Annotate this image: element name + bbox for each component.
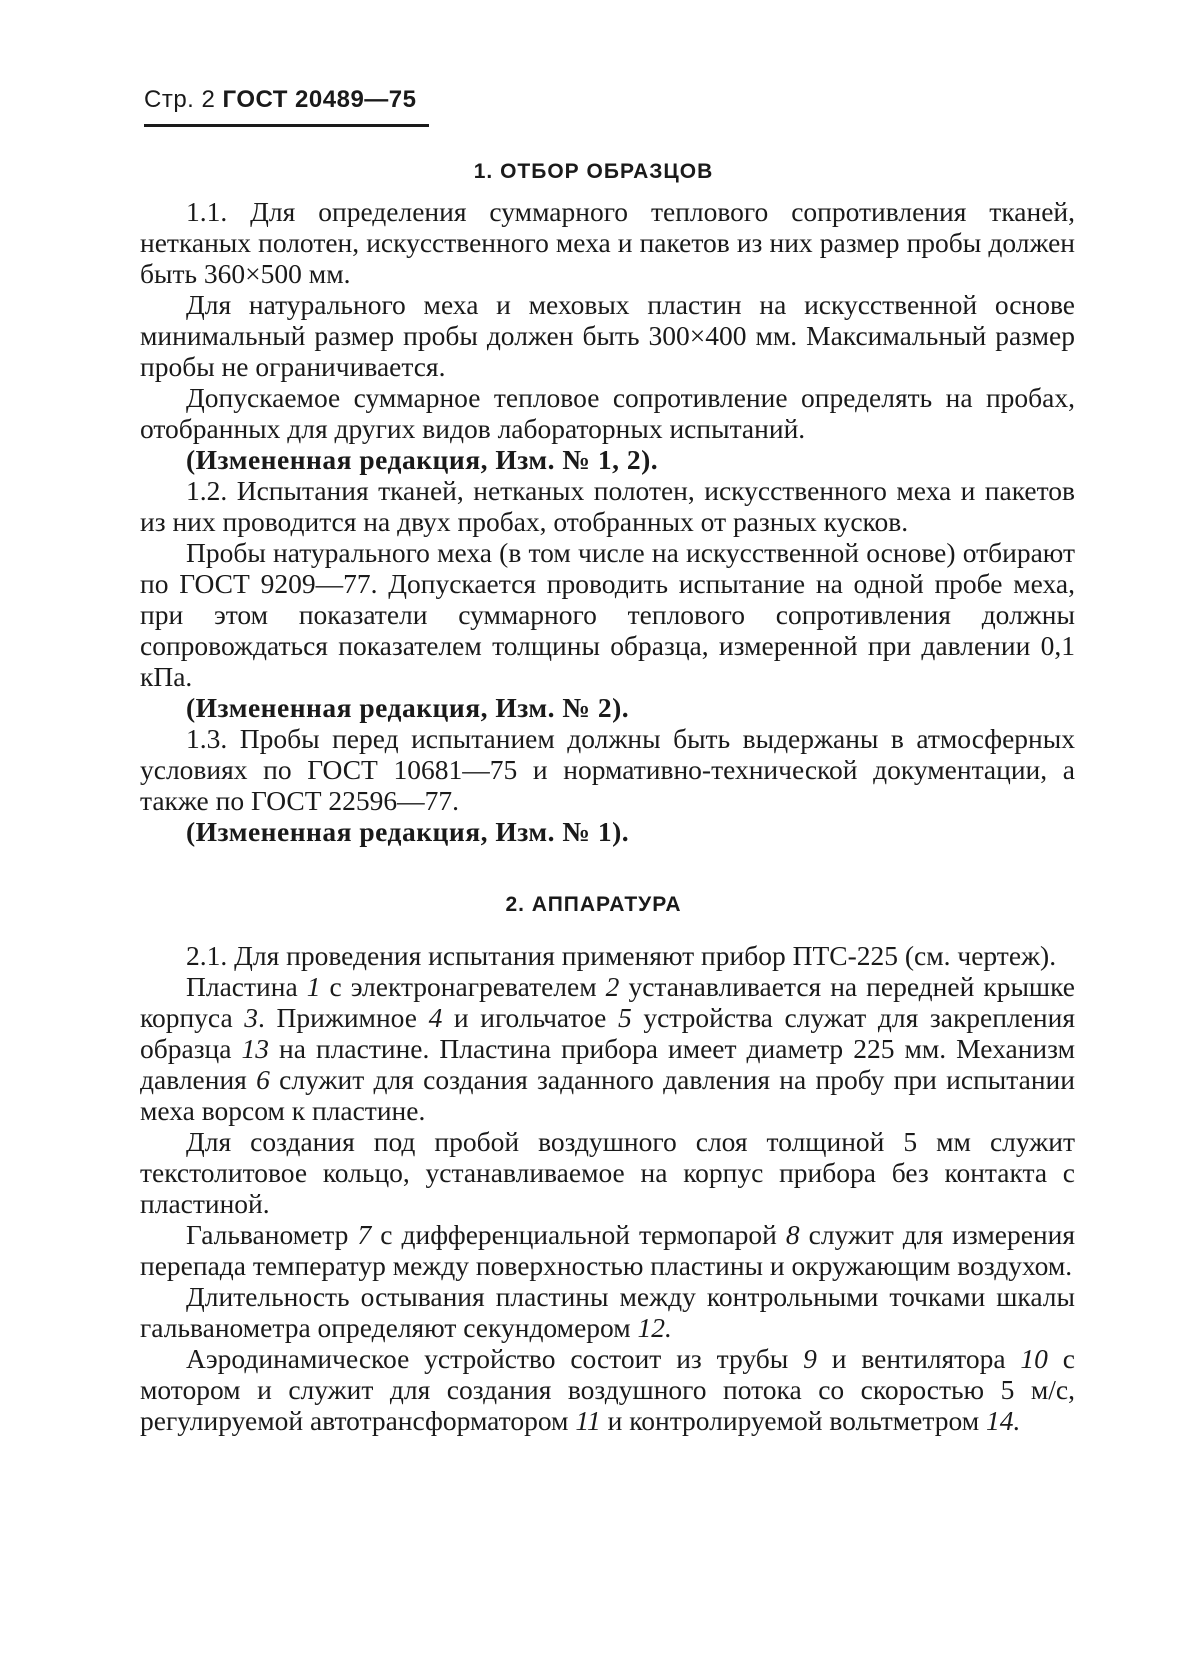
paragraph-1-2: 1.2. Испытания тканей, нетканых полотен, искусственного меха и пакетов из них проводится на двух пробах, отобранных от разных кусков. [140,475,1075,537]
standard-number: ГОСТ 20489—75 [222,86,417,113]
paragraph-ring: Для создания под пробой воздушного слоя толщиной 5 мм служит текстолитовое кольцо, устанавливаемое на корпус прибора без контакта с пластиной. [140,1126,1075,1219]
paragraph-1-2-samples: Пробы натурального меха (в том числе на искусственной основе) отбирают по ГОСТ 9209—77. Допускается проводить испытание на одной пробе меха, при этом показатели суммарного теплового сопротивления должны сопровождаться показателем толщины образца, измеренной при давлении 0,1 кПа. [140,537,1075,692]
page-header [144,86,416,114]
ref-number: 11 [575,1405,601,1436]
amendment-note: (Измененная редакция, Изм. № 1). [186,816,630,847]
paragraph-stopwatch: Длительность остывания пластины между контрольными точками шкалы гальванометра определяют секундомером 12. [140,1281,1075,1343]
ref-number: 6 [256,1064,270,1095]
section-1-title: 1. ОТБОР ОБРАЗЦОВ [473,160,714,183]
section-2-title: 2. АППАРАТУРА [505,893,682,916]
ref-number: 9 [803,1343,817,1374]
ref-number: 2 [605,971,620,1002]
amendment-note: (Измененная редакция, Изм. № 2). [186,692,630,723]
ref-number: 7 [357,1219,372,1250]
paragraph-1-1-natural-fur: Для натурального меха и меховых пластин на искусственной основе минимальный размер пробы должен быть 300×400 мм. Максимальный размер пробы не ограничивается. [140,289,1075,382]
page-number: Стр. 2 [144,86,216,113]
paragraph-1-1: 1.1. Для определения суммарного теплового сопротивления тканей, нетканых полотен, искусственного меха и пакетов из них размер пробы должен быть 360×500 мм. [140,196,1075,289]
paragraph-1-1-allowed: Допускаемое суммарное тепловое сопротивление определять на пробах, отобранных для других видов лабораторных испытаний. [140,382,1075,444]
ref-number: 10 [1020,1343,1048,1374]
ref-number: 8 [785,1219,800,1250]
header-rule [144,124,429,127]
ref-number: 3 [244,1002,259,1033]
ref-number: 1 [306,971,321,1002]
paragraph-aerodynamic: Аэродинамическое устройство состоит из трубы 9 и вентилятора 10 с мотором и служит для создания воздушного потока со скоростью 5 м/с, регулируемой автотрансформатором 11 и контролируемой вольтметром 14. [140,1343,1075,1436]
ref-number: 5 [617,1002,632,1033]
paragraph-plate: Пластина 1 с электронагревателем 2 устанавливается на передней крышке корпуса 3. Прижимное 4 и игольчатое 5 устройства служат для закрепления образца 13 на пластине. Пластина прибора имеет диаметр 225 мм. Механизм давления 6 служит для создания заданного давления на пробу при испытании меха ворсом к пластине. [140,971,1076,1126]
ref-number: 12. [637,1312,672,1343]
paragraph-galvanometer: Гальванометр 7 с дифференциальной термопарой 8 служит для измерения перепада температур между поверхностью пластины и окружающим воздухом. [140,1219,1075,1281]
ref-number: 13 [241,1033,270,1064]
amendment-note: (Измененная редакция, Изм. № 1, 2). [186,444,659,475]
ref-number: 4 [428,1002,443,1033]
paragraph-2-1: 2.1. Для проведения испытания применяют прибор ПТС-225 (см. чертеж). [186,940,1057,971]
section-1-body [140,196,1075,847]
section-2-body [140,940,1075,1436]
paragraph-1-3: 1.3. Пробы перед испытанием должны быть выдержаны в атмосферных условиях по ГОСТ 10681—75 и нормативно-технической документации, а также по ГОСТ 22596—77. [140,723,1075,816]
ref-number: 14. [986,1405,1021,1436]
